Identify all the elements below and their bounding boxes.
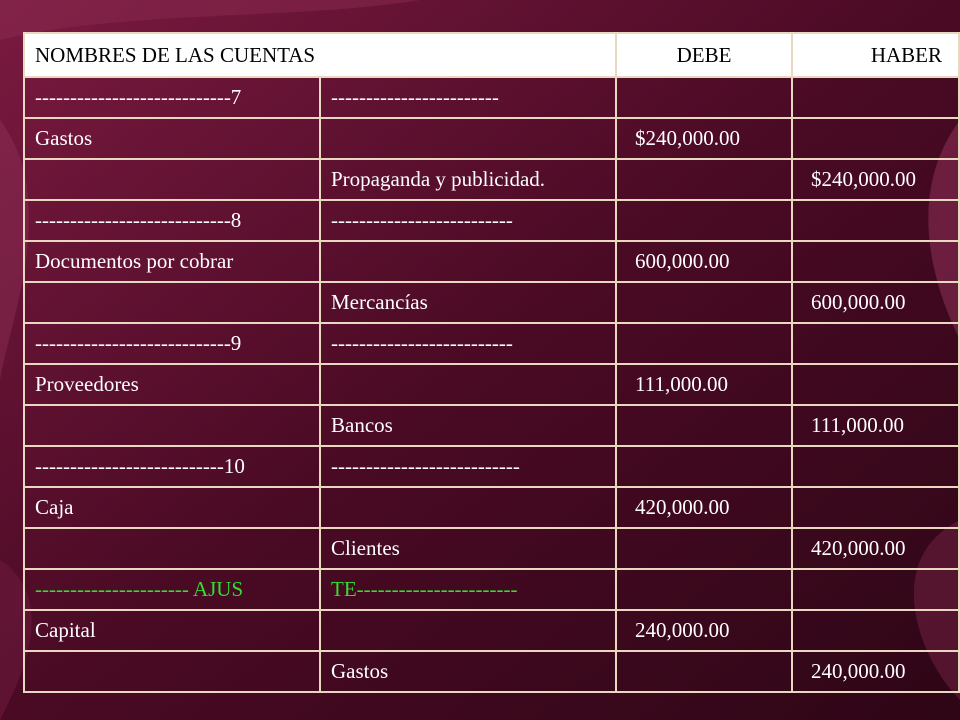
haber-cell <box>792 569 959 610</box>
debe-cell <box>616 200 792 241</box>
haber-cell <box>792 446 959 487</box>
table-row <box>24 446 959 487</box>
table-row <box>24 77 959 118</box>
accounts-ledger-table <box>23 32 960 693</box>
table-row <box>24 651 959 692</box>
account-cell: Documentos por cobrar <box>24 241 320 282</box>
haber-cell <box>792 241 959 282</box>
account-cell: Proveedores <box>24 364 320 405</box>
table-row <box>24 323 959 364</box>
account-cell: Caja <box>24 487 320 528</box>
account-cell: ---------------------------10 <box>24 446 320 487</box>
header-cuentas: NOMBRES DE LAS CUENTAS <box>24 33 616 77</box>
counter-account-cell: Clientes <box>320 528 616 569</box>
haber-cell: 240,000.00 <box>792 651 959 692</box>
debe-cell <box>616 651 792 692</box>
table-row <box>24 200 959 241</box>
counter-account-cell <box>320 487 616 528</box>
account-cell: ----------------------------8 <box>24 200 320 241</box>
debe-cell <box>616 159 792 200</box>
debe-cell <box>616 569 792 610</box>
table-row <box>24 241 959 282</box>
debe-cell <box>616 77 792 118</box>
haber-cell: $240,000.00 <box>792 159 959 200</box>
counter-account-cell: Gastos <box>320 651 616 692</box>
haber-cell <box>792 323 959 364</box>
table-row <box>24 487 959 528</box>
account-cell <box>24 405 320 446</box>
haber-cell <box>792 77 959 118</box>
table-row <box>24 159 959 200</box>
account-cell: Capital <box>24 610 320 651</box>
table-row <box>24 118 959 159</box>
haber-cell: 600,000.00 <box>792 282 959 323</box>
haber-cell <box>792 200 959 241</box>
debe-cell: $240,000.00 <box>616 118 792 159</box>
counter-account-cell: Mercancías <box>320 282 616 323</box>
haber-cell: 420,000.00 <box>792 528 959 569</box>
account-cell: ---------------------- AJUS <box>24 569 320 610</box>
counter-account-cell: Propaganda y publicidad. <box>320 159 616 200</box>
debe-cell: 420,000.00 <box>616 487 792 528</box>
account-cell: Gastos <box>24 118 320 159</box>
table-row <box>24 282 959 323</box>
counter-account-cell: ------------------------ <box>320 77 616 118</box>
debe-cell: 111,000.00 <box>616 364 792 405</box>
debe-cell <box>616 282 792 323</box>
table-row <box>24 528 959 569</box>
account-cell <box>24 528 320 569</box>
debe-cell <box>616 405 792 446</box>
header-debe: DEBE <box>616 33 792 77</box>
table-row <box>24 610 959 651</box>
account-cell <box>24 651 320 692</box>
counter-account-cell <box>320 610 616 651</box>
debe-cell: 600,000.00 <box>616 241 792 282</box>
account-cell <box>24 159 320 200</box>
haber-cell: 111,000.00 <box>792 405 959 446</box>
haber-cell <box>792 118 959 159</box>
debe-cell <box>616 528 792 569</box>
debe-cell <box>616 446 792 487</box>
debe-cell <box>616 323 792 364</box>
haber-cell <box>792 487 959 528</box>
account-cell: ----------------------------7 <box>24 77 320 118</box>
table-row <box>24 405 959 446</box>
adjustment-row <box>24 569 959 610</box>
haber-cell <box>792 610 959 651</box>
account-cell: ----------------------------9 <box>24 323 320 364</box>
counter-account-cell: -------------------------- <box>320 323 616 364</box>
counter-account-cell <box>320 118 616 159</box>
account-cell <box>24 282 320 323</box>
table-row <box>24 364 959 405</box>
counter-account-cell: Bancos <box>320 405 616 446</box>
header-row <box>24 33 959 77</box>
counter-account-cell: -------------------------- <box>320 200 616 241</box>
counter-account-cell <box>320 241 616 282</box>
debe-cell: 240,000.00 <box>616 610 792 651</box>
counter-account-cell: --------------------------- <box>320 446 616 487</box>
header-haber: HABER <box>792 33 959 77</box>
counter-account-cell <box>320 364 616 405</box>
counter-account-cell: TE----------------------- <box>320 569 616 610</box>
haber-cell <box>792 364 959 405</box>
